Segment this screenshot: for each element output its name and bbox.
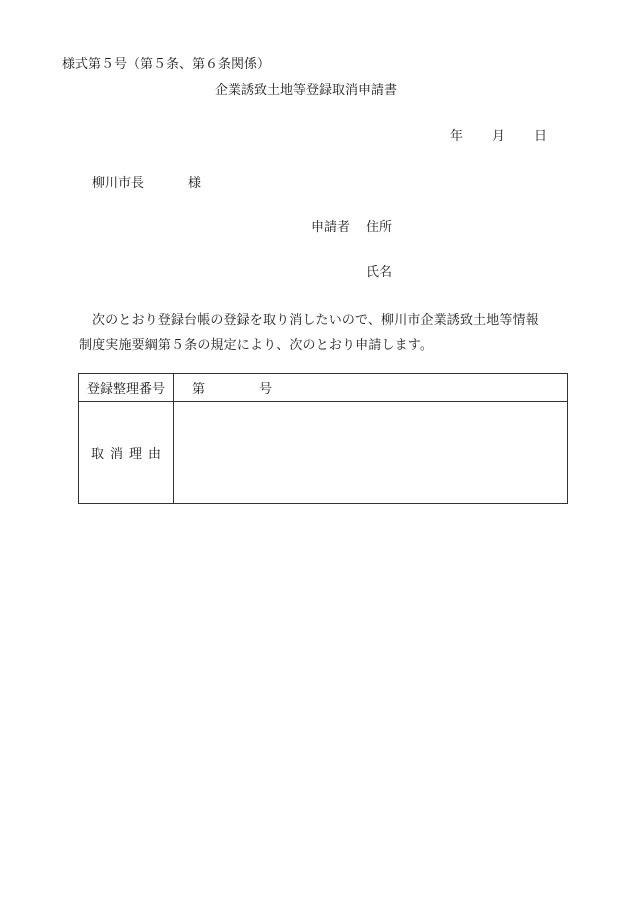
body-text-line-2: 制度実施要綱第５条の規定により、次のとおり申請します。	[79, 338, 434, 353]
form-number: 様式第５号（第５条、第６条関係）	[62, 57, 271, 72]
date-year-label: 年	[450, 129, 464, 144]
registration-number-label-text: 登録整理番号	[86, 382, 165, 397]
registration-number-field[interactable]	[174, 374, 568, 402]
number-prefix: 第	[192, 382, 206, 397]
number-suffix: 号	[259, 382, 273, 397]
cancellation-reason-label	[79, 402, 174, 504]
registration-number-label	[79, 374, 174, 402]
name-label: 氏名	[366, 265, 393, 280]
cancellation-reason-field[interactable]	[174, 402, 568, 504]
application-table	[78, 373, 568, 504]
addressee-suffix: 様	[188, 176, 202, 191]
addressee-name: 柳川市長	[92, 176, 145, 191]
cancellation-reason-label-text: 取消理由	[90, 447, 167, 462]
address-label: 住所	[366, 220, 393, 235]
applicant-label: 申請者	[311, 220, 351, 235]
body-text-line-1: 次のとおり登録台帳の登録を取り消したいので、柳川市企業誘致土地等情報	[92, 313, 539, 328]
cancellation-reason-row	[79, 402, 568, 504]
registration-number-row	[79, 374, 568, 402]
date-day-label: 日	[534, 129, 548, 144]
date-month-label: 月	[492, 129, 506, 144]
document-title: 企業誘致土地等登録取消申請書	[215, 83, 398, 98]
